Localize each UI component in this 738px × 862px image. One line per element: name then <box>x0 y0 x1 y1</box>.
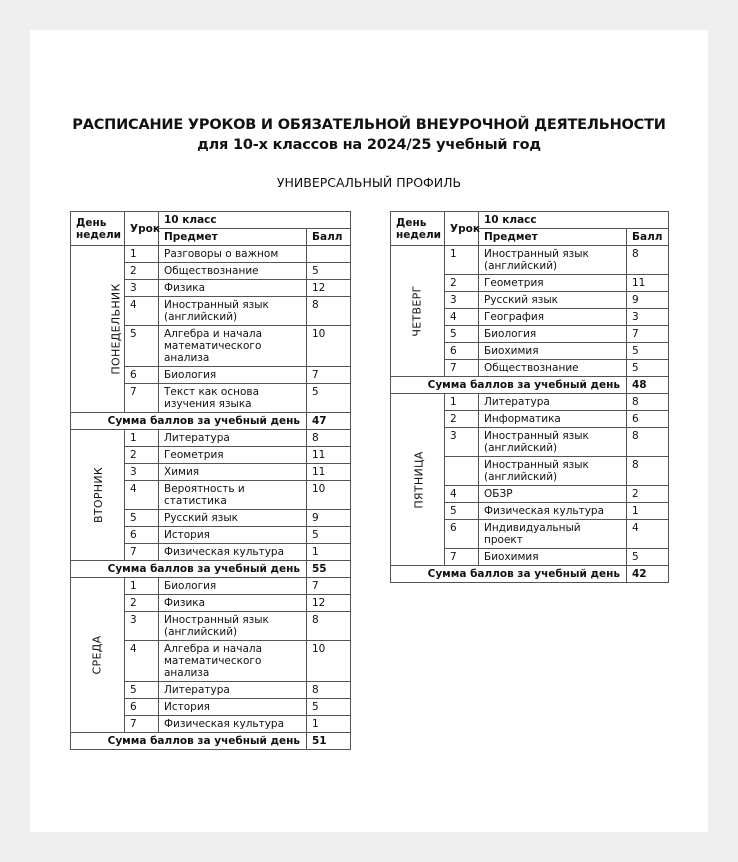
lesson-number: 3 <box>125 612 159 641</box>
header-class: 10 класс <box>479 212 669 229</box>
subject-cell: Текст как основа изучения языка <box>159 384 307 413</box>
lesson-number: 4 <box>445 486 479 503</box>
day-cell <box>71 430 125 561</box>
score-cell: 6 <box>627 411 669 428</box>
sum-value: 55 <box>307 561 351 578</box>
subject-cell: Физическая культура <box>159 716 307 733</box>
sum-value: 42 <box>627 566 669 583</box>
lesson-number: 1 <box>125 430 159 447</box>
subject-cell: Литература <box>159 430 307 447</box>
score-cell: 10 <box>307 326 351 367</box>
subject-cell: Биохимия <box>479 343 627 360</box>
subject-cell: Русский язык <box>159 510 307 527</box>
score-cell <box>307 246 351 263</box>
sum-label: Сумма баллов за учебный день <box>71 561 307 578</box>
lesson-number: 4 <box>445 309 479 326</box>
lesson-number: 4 <box>125 481 159 510</box>
score-cell: 9 <box>307 510 351 527</box>
day-cell <box>391 394 445 566</box>
lesson-number: 1 <box>125 578 159 595</box>
score-cell: 8 <box>627 394 669 411</box>
page-subtitle: для 10-х классов на 2024/25 учебный год <box>197 137 541 153</box>
sum-value: 47 <box>307 413 351 430</box>
subject-cell: Физика <box>159 280 307 297</box>
subject-cell: Индивидуальный проект <box>479 520 627 549</box>
subject-cell: Литература <box>479 394 627 411</box>
lesson-number: 6 <box>125 527 159 544</box>
lesson-number: 6 <box>125 367 159 384</box>
profile-label: УНИВЕРСАЛЬНЫЙ ПРОФИЛЬ <box>276 175 462 190</box>
score-cell: 8 <box>307 612 351 641</box>
subject-cell: Физическая культура <box>159 544 307 561</box>
lesson-number: 3 <box>445 428 479 457</box>
lesson-number: 5 <box>125 682 159 699</box>
header-day: День недели <box>391 212 445 246</box>
header-lesson: Урок <box>125 212 159 246</box>
subject-cell: Физическая культура <box>479 503 627 520</box>
score-cell: 4 <box>627 520 669 549</box>
lesson-number: 1 <box>125 246 159 263</box>
score-cell: 8 <box>307 430 351 447</box>
subject-cell: История <box>159 527 307 544</box>
day-cell <box>71 578 125 733</box>
score-cell: 5 <box>307 699 351 716</box>
subject-cell: ОБЗР <box>479 486 627 503</box>
score-cell: 10 <box>307 641 351 682</box>
score-cell: 7 <box>307 367 351 384</box>
sum-row <box>391 377 669 394</box>
table-row <box>71 246 351 263</box>
header-row <box>71 212 351 229</box>
score-cell: 10 <box>307 481 351 510</box>
header-subject: Предмет <box>159 229 307 246</box>
subject-cell: Алгебра и начала математического анализа <box>159 641 307 682</box>
lesson-number: 2 <box>125 447 159 464</box>
subject-cell: Биология <box>159 578 307 595</box>
subject-cell: История <box>159 699 307 716</box>
subject-cell: Геометрия <box>479 275 627 292</box>
subject-cell: Физика <box>159 595 307 612</box>
score-cell: 11 <box>307 464 351 481</box>
lesson-number: 1 <box>445 246 479 275</box>
lesson-number: 2 <box>445 411 479 428</box>
lesson-number: 4 <box>125 297 159 326</box>
subject-cell: Биология <box>479 326 627 343</box>
score-cell: 5 <box>627 343 669 360</box>
header-class: 10 класс <box>159 212 351 229</box>
sum-label: Сумма баллов за учебный день <box>391 377 627 394</box>
score-cell: 5 <box>627 360 669 377</box>
lesson-number: 7 <box>125 716 159 733</box>
sum-label: Сумма баллов за учебный день <box>391 566 627 583</box>
subject-cell: Обществознание <box>479 360 627 377</box>
subject-cell: Русский язык <box>479 292 627 309</box>
score-cell: 11 <box>627 275 669 292</box>
lesson-number: 2 <box>445 275 479 292</box>
header-lesson: Урок <box>445 212 479 246</box>
score-cell: 8 <box>307 297 351 326</box>
score-cell: 7 <box>627 326 669 343</box>
subject-cell: Биохимия <box>479 549 627 566</box>
score-cell: 11 <box>307 447 351 464</box>
lesson-number: 2 <box>125 595 159 612</box>
lesson-number: 3 <box>125 280 159 297</box>
lesson-number: 6 <box>125 699 159 716</box>
lesson-number: 6 <box>445 343 479 360</box>
day-cell <box>391 246 445 377</box>
sum-row <box>71 733 351 750</box>
day-label: ВТОРНИК <box>91 467 105 523</box>
subject-cell: Иностранный язык (английский) <box>479 428 627 457</box>
score-cell: 5 <box>307 384 351 413</box>
score-cell: 12 <box>307 280 351 297</box>
score-cell: 9 <box>627 292 669 309</box>
header-row <box>391 212 669 229</box>
subject-cell: Обществознание <box>159 263 307 280</box>
subject-cell: Литература <box>159 682 307 699</box>
day-label: ЧЕТВЕРГ <box>410 285 424 337</box>
table-row <box>391 246 669 275</box>
lesson-number: 2 <box>125 263 159 280</box>
header-score: Балл <box>307 229 351 246</box>
schedule-table-left <box>70 211 351 750</box>
lesson-number: 4 <box>125 641 159 682</box>
page-title: РАСПИСАНИЕ УРОКОВ И ОБЯЗАТЕЛЬНОЙ ВНЕУРОЧНОЙ ДЕЯТЕЛЬНОСТИ <box>72 117 666 133</box>
subject-cell: Вероятность и статистика <box>159 481 307 510</box>
lesson-number: 6 <box>445 520 479 549</box>
lesson-number: 3 <box>125 464 159 481</box>
day-label: ПЯТНИЦА <box>412 450 426 509</box>
score-cell: 8 <box>307 682 351 699</box>
score-cell: 2 <box>627 486 669 503</box>
score-cell: 5 <box>307 263 351 280</box>
subject-cell: Химия <box>159 464 307 481</box>
subject-cell: Иностранный язык (английский) <box>159 297 307 326</box>
score-cell: 3 <box>627 309 669 326</box>
subject-cell: Биология <box>159 367 307 384</box>
header-subject: Предмет <box>479 229 627 246</box>
subject-cell: География <box>479 309 627 326</box>
subject-cell: Алгебра и начала математического анализа <box>159 326 307 367</box>
sum-label: Сумма баллов за учебный день <box>71 413 307 430</box>
lesson-number: 5 <box>125 326 159 367</box>
subject-cell: Иностранный язык (английский) <box>479 246 627 275</box>
score-cell: 1 <box>627 503 669 520</box>
lesson-number: 1 <box>445 394 479 411</box>
subject-cell: Геометрия <box>159 447 307 464</box>
table-row <box>391 394 669 411</box>
score-cell: 8 <box>627 246 669 275</box>
subject-cell: Иностранный язык (английский) <box>159 612 307 641</box>
lesson-number: 5 <box>125 510 159 527</box>
header-day: День недели <box>71 212 125 246</box>
score-cell: 1 <box>307 716 351 733</box>
day-cell <box>71 246 125 413</box>
score-cell: 5 <box>307 527 351 544</box>
sum-value: 48 <box>627 377 669 394</box>
lesson-number: 7 <box>445 360 479 377</box>
lesson-number: 7 <box>125 544 159 561</box>
sum-row <box>391 566 669 583</box>
lesson-number: 7 <box>445 549 479 566</box>
day-label: СРЕДА <box>90 635 104 675</box>
table-row <box>71 578 351 595</box>
schedule-table-right <box>390 211 669 583</box>
subject-cell: Иностранный язык (английский) <box>479 457 627 486</box>
sum-value: 51 <box>307 733 351 750</box>
lesson-number: 7 <box>125 384 159 413</box>
sum-row <box>71 413 351 430</box>
sum-label: Сумма баллов за учебный день <box>71 733 307 750</box>
score-cell: 1 <box>307 544 351 561</box>
lesson-number <box>445 457 479 486</box>
lesson-number: 3 <box>445 292 479 309</box>
header-score: Балл <box>627 229 669 246</box>
table-row <box>71 430 351 447</box>
subject-cell: Информатика <box>479 411 627 428</box>
score-cell: 7 <box>307 578 351 595</box>
sum-row <box>71 561 351 578</box>
subject-cell: Разговоры о важном <box>159 246 307 263</box>
score-cell: 8 <box>627 428 669 457</box>
score-cell: 8 <box>627 457 669 486</box>
score-cell: 12 <box>307 595 351 612</box>
score-cell: 5 <box>627 549 669 566</box>
lesson-number: 5 <box>445 326 479 343</box>
day-label: ПОНЕДЕЛЬНИК <box>109 283 123 375</box>
lesson-number: 5 <box>445 503 479 520</box>
